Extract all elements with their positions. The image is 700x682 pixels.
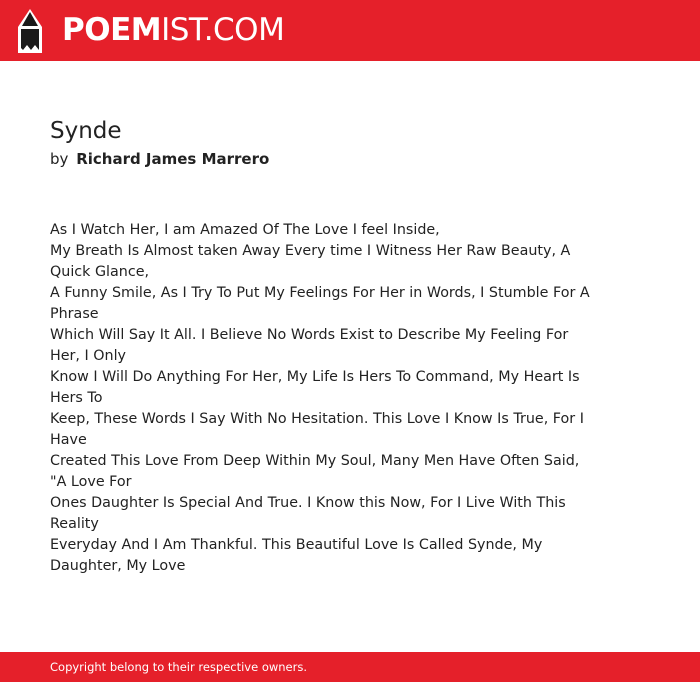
- poem-body: [50, 220, 590, 577]
- poem-line: A Funny Smile, As I Try To Put My Feelings For Her in Words, I Stumble For A Phrase: [50, 285, 590, 322]
- poem-line: Which Will Say It All. I Believe No Words Exist to Describe My Feeling For Her, I Only: [50, 327, 569, 364]
- poem-content: [50, 116, 590, 577]
- poem-byline: [50, 148, 590, 170]
- poem-line: My Breath Is Almost taken Away Every time I Witness Her Raw Beauty, A Quick Glance,: [50, 243, 571, 280]
- poem-line: Keep, These Words I Say With No Hesitation. This Love I Know Is True, For I Have: [50, 411, 584, 448]
- site-logo-link[interactable]: [62, 12, 284, 48]
- poem-title: Synde: [50, 118, 122, 144]
- brand-name-bold: POEM: [62, 12, 162, 48]
- poem-line: Created This Love From Deep Within My Soul, Many Men Have Often Said, "A Love For: [50, 453, 580, 490]
- by-label: by: [50, 150, 69, 168]
- pencil-icon[interactable]: [16, 9, 44, 53]
- poem-line: As I Watch Her, I am Amazed Of The Love I feel Inside,: [50, 222, 440, 238]
- author-link[interactable]: Richard James Marrero: [76, 150, 270, 168]
- poem-line: Know I Will Do Anything For Her, My Life Is Hers To Command, My Heart Is Hers To: [50, 369, 580, 406]
- copyright-text: Copyright belong to their respective owners.: [50, 660, 308, 674]
- site-header: [0, 0, 700, 61]
- brand-name-light: IST.COM: [161, 12, 285, 48]
- site-footer: [0, 652, 700, 682]
- poem-line: Everyday And I Am Thankful. This Beautiful Love Is Called Synde, My Daughter, My Love: [50, 537, 543, 574]
- poem-line: Ones Daughter Is Special And True. I Know this Now, For I Live With This Reality: [50, 495, 566, 532]
